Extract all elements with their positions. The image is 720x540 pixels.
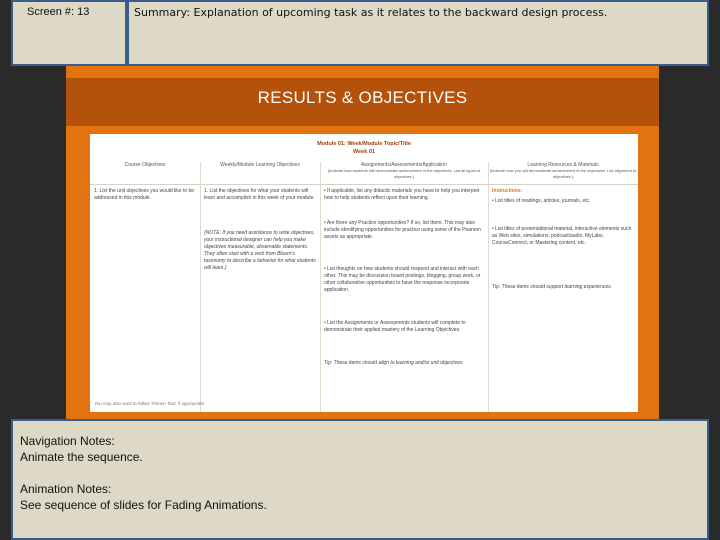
design-document <box>90 134 638 412</box>
assignment-item: • List thoughts on how students should respond and interact with each other. This may be discussion board postings, blogging, group work, or other collaborative opportunities to have the response incorporate application. <box>324 266 484 294</box>
resources-tip: Tip: These items should support learning experiences. <box>492 284 613 290</box>
slide-title: RESULTS & OBJECTIVES <box>257 88 468 107</box>
document-header <box>90 140 638 156</box>
assignment-item: • If applicable, list any didactic materials you have to help you interpret how to help students reflect upon their learning. <box>324 188 484 202</box>
notes-box <box>11 419 709 540</box>
summary-text: Summary: Explanation of upcoming task as it relates to the backward design process. <box>134 6 608 19</box>
weekly-objective-text: 1. List the objectives for what your students will learn and accomplish in this week of your module. <box>204 188 315 201</box>
navigation-notes-text: Animate the sequence. <box>20 450 143 464</box>
course-objective-text: 1. List the unit objectives you would like to be addressed in this module. <box>94 188 195 201</box>
screen-number: Screen #: 13 <box>27 6 90 18</box>
screen-number-box <box>11 0 127 66</box>
assignments-tip: Tip: These items should align to learning and/or unit objectives. <box>324 360 464 366</box>
animation-notes-text: See sequence of slides for Fading Animations. <box>20 498 267 512</box>
column-divider <box>488 162 489 412</box>
module-title: Module 01: Week/Module Topic/Title <box>317 141 411 147</box>
column-header-weekly: Weekly/Module Learning Objectives <box>200 162 320 185</box>
navigation-notes-label: Navigation Notes: <box>20 434 115 448</box>
weekly-objective-note: (NOTE: If you need assistance to write objectives, your instructional designer can help you make objectives measurable, observable statements. They often start with a verb from Bloom's taxonomy to describe a behavior for what students will learn.) <box>204 230 316 271</box>
assignment-item: • Are there any Practice opportunities? If so, list them. This may also include identifying opportunities for practice using some of the Pearson assets as appropriate. <box>324 220 484 241</box>
column-divider <box>200 162 201 412</box>
document-footer: You may also want to follow Tinmen Tool, if appropriate <box>94 401 205 406</box>
column-divider <box>320 162 321 412</box>
column-header-assignments: Assignments/Assessments/Application (Indicate how students will demonstrate achievement of the objectives. List all types of objectives.) <box>320 162 488 185</box>
week-label: Week 01 <box>353 149 375 155</box>
resource-item: • List titles of presentational material, interactive elements such as Web sites, simulations, podcast/audio, MyLabs, CourseConnect, or Mastering content, etc. <box>492 226 632 247</box>
column-header-resources: Learning Resources & Materials (Indicate how you will demonstrate achievement of the objectives. List alignment to objectives.) <box>488 162 638 185</box>
summary-box <box>127 0 709 66</box>
slide-preview <box>66 66 659 421</box>
column-header-course: Course Objectives <box>90 162 200 185</box>
animation-notes-label: Animation Notes: <box>20 482 112 496</box>
resources-instructions: Instructions: <box>492 188 523 194</box>
resource-item: • List titles of readings, articles, journals, etc. <box>492 198 632 205</box>
assignment-item: • List the Assignments or Assessments students will complete to demonstrate their applied mastery of the Learning Objectives. <box>324 320 484 334</box>
